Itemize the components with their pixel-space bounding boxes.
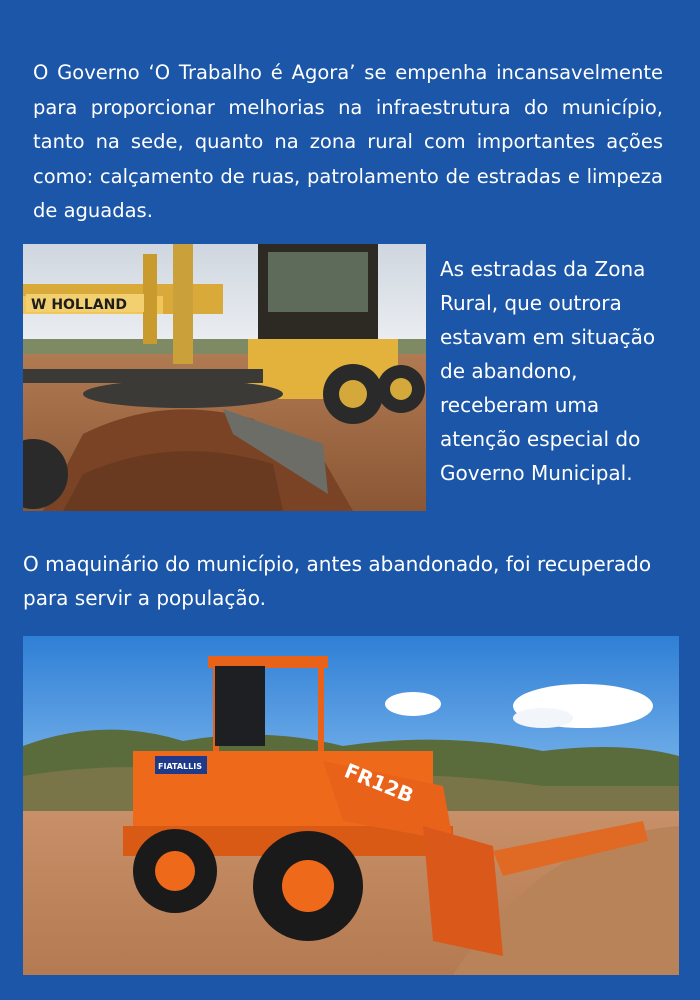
wheel-loader-photo [23,636,679,975]
wheel-loader-illustration [23,636,679,975]
loader-model-label: FR12B [341,758,418,808]
machinery-paragraph: O maquinário do município, antes abandonado, foi recuperado para servir a população. [23,552,652,610]
motor-grader-photo [23,244,426,511]
intro-paragraph: O Governo ‘O Trabalho é Agora’ se empenha incansavelmente para proporcionar melhorias na infraestrutura do município, tanto na sede, quanto na zona rural com importantes ações como: calçamento de ruas, patrolamento de estradas e limpeza de aguadas. [33,61,663,222]
motor-grader-illustration [23,244,426,511]
loader-brand-label: FIATALLIS [158,762,202,771]
roads-paragraph: As estradas da Zona Rural, que outrora estavam em situação de abandono, receberam uma atenção especial do Governo Municipal. [440,257,656,485]
grader-brand-label: W HOLLAND [31,297,127,313]
